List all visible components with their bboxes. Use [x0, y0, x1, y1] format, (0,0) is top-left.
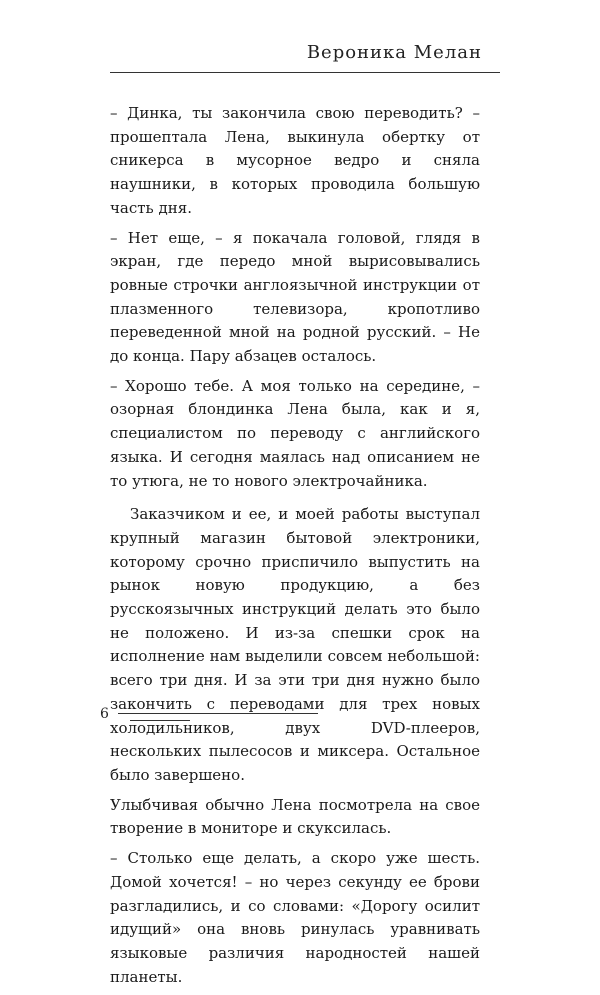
paragraph: – Нет еще, – я покачала головой, глядя в экран, где передо мной вырисовывались ровные строчки англоязычной инструкции от плазменного телевизора, кропотливо переведенной мной на родной русский. – Не до конца. Пару абзацев осталось. — [110, 228, 480, 366]
footer-divider-short — [130, 720, 190, 721]
page-body — [110, 102, 480, 995]
paragraph: Улыбчивая обычно Лена посмотрела на свое творение в мониторе и скуксилась. — [110, 795, 480, 838]
paragraph: – Столько еще делать, а скоро уже шесть. Домой хочется! – но через секунду ее брови разгладились, и со словами: «Дорогу осилит идущий» она вновь ринулась уравнивать языковые различия народностей нашей планеты. — [110, 849, 480, 986]
footer-divider — [118, 713, 318, 714]
page-number: 6 — [100, 706, 109, 722]
running-header-author: Вероника Мелан — [306, 42, 482, 63]
paragraph: – Динка, ты закончила свою переводить? – прошептала Лена, выкинула обертку от сникерса в мусорное ведро и сняла наушники, в которых проводила большую часть дня. — [110, 104, 480, 217]
paragraph: – Хорошо тебе. А моя только на середине, – озорная блондинка Лена была, как и я, специалистом по переводу с английского языка. И сегодня маялась над описанием не то утюга, не то нового электрочайника. — [110, 376, 480, 490]
paragraph: Заказчиком и ее, и моей работы выступал крупный магазин бытовой электроники, которому срочно приспичило выпустить на рынок новую продукцию, а без русскоязычных инструкций делать это было не положено. И из-за спешки срок на исполнение нам выделили совсем небольшой: всего три дня. И за эти три дня нужно было закончить с переводами для трех новых холодильников, двух DVD-плееров, нескольких пылесосов и миксера. Остальное было завершено. — [110, 505, 480, 784]
header-divider — [110, 72, 500, 73]
